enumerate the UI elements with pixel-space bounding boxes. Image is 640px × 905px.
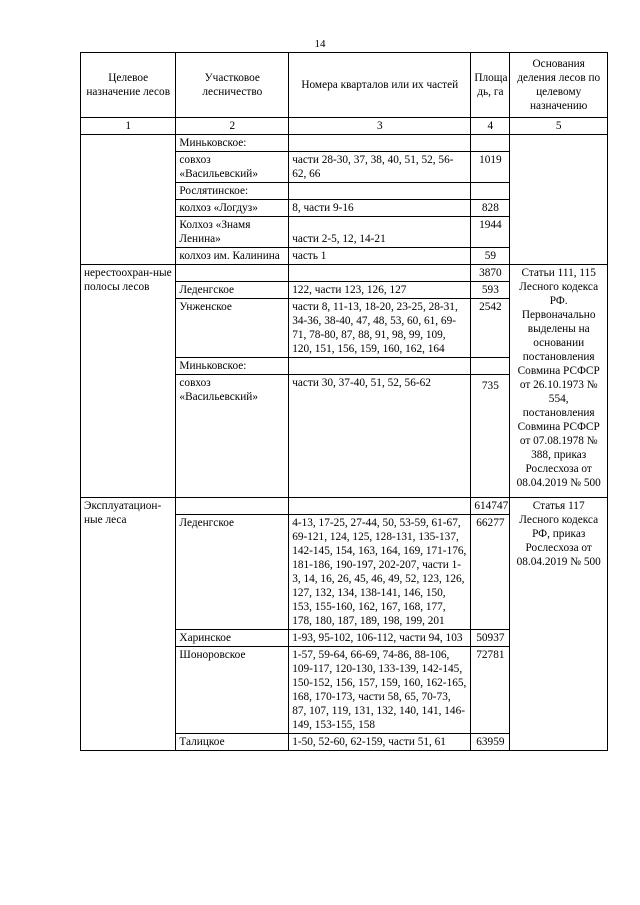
column-number-row bbox=[81, 118, 608, 135]
column-number: 3 bbox=[289, 118, 471, 135]
quarters-cell: 4-13, 17-25, 27-44, 50, 53-59, 61-67, 69-121, 124, 125, 128-131, 135-137, 142-145, 154, 163, 164, 169, 171-176, 181-186, 190-197, 202-207, части 1-3, 14, 16, 26, 45, 46, 49, 52, 123, 126, 127, 132, 134, 138-141, 146, 150, 153, 155-160, 162, 167, 168, 177, 178, 180, 187, 189, 198, 199, 201 bbox=[289, 515, 471, 630]
basis-cell-empty bbox=[510, 135, 608, 265]
quarters-cell: 1-93, 95-102, 106-112, части 94, 103 bbox=[289, 630, 471, 647]
area-cell bbox=[471, 135, 510, 152]
quarters-cell: 1-50, 52-60, 62-159, части 51, 61 bbox=[289, 734, 471, 751]
area-cell: 593 bbox=[471, 282, 510, 299]
area-cell: 66277 bbox=[471, 515, 510, 630]
header-forestry: Участковое лесничество bbox=[176, 53, 289, 118]
forestry-cell: совхоз «Васильевский» bbox=[176, 375, 289, 498]
area-cell: 50937 bbox=[471, 630, 510, 647]
forestry-cell: Миньковское: bbox=[176, 358, 289, 375]
forestry-cell: Колхоз «Знамя Ленина» bbox=[176, 217, 289, 248]
quarters-cell bbox=[289, 183, 471, 200]
forestry-cell: Харинское bbox=[176, 630, 289, 647]
forestry-cell: Рослятинское: bbox=[176, 183, 289, 200]
area-cell: 72781 bbox=[471, 647, 510, 734]
forest-allocation-table bbox=[80, 52, 608, 751]
forestry-cell: Унженское bbox=[176, 299, 289, 358]
area-cell: 3870 bbox=[471, 265, 510, 282]
basis-cell: Статьи 111, 115 Лесного кодекса РФ. Первоначально выделены на основании постановления Совмина РСФСР от 26.10.1973 № 554, постановления Совмина РСФСР от 07.08.1978 № 388, приказ Рослесхоза от 08.04.2019 № 500 bbox=[510, 265, 608, 498]
quarters-cell: части 28-30, 37, 38, 40, 51, 52, 56-62, 66 bbox=[289, 152, 471, 183]
quarters-cell: части 2-5, 12, 14-21 bbox=[289, 217, 471, 248]
forestry-cell: Леденгское bbox=[176, 515, 289, 630]
area-cell: 828 bbox=[471, 200, 510, 217]
table-row bbox=[81, 498, 608, 515]
forestry-cell: колхоз «Логдуз» bbox=[176, 200, 289, 217]
area-cell: 2542 bbox=[471, 299, 510, 358]
quarters-cell bbox=[289, 498, 471, 515]
forestry-cell: колхоз им. Калинина bbox=[176, 248, 289, 265]
column-number: 5 bbox=[510, 118, 608, 135]
purpose-cell-empty bbox=[81, 135, 176, 265]
column-number: 2 bbox=[176, 118, 289, 135]
forestry-cell: совхоз «Васильевский» bbox=[176, 152, 289, 183]
area-cell: 735 bbox=[471, 375, 510, 498]
area-cell bbox=[471, 358, 510, 375]
quarters-cell: 122, части 123, 126, 127 bbox=[289, 282, 471, 299]
forestry-cell bbox=[176, 498, 289, 515]
header-row bbox=[81, 53, 608, 118]
area-cell: 63959 bbox=[471, 734, 510, 751]
area-cell bbox=[471, 183, 510, 200]
header-purpose: Целевое назначение лесов bbox=[81, 53, 176, 118]
table-row bbox=[81, 135, 608, 152]
basis-cell: Статья 117 Лесного кодекса РФ, приказ Рослесхоза от 08.04.2019 № 500 bbox=[510, 498, 608, 751]
quarters-cell: части 30, 37-40, 51, 52, 56-62 bbox=[289, 375, 471, 498]
column-number: 4 bbox=[471, 118, 510, 135]
table-row bbox=[81, 265, 608, 282]
forestry-cell bbox=[176, 265, 289, 282]
quarters-cell bbox=[289, 265, 471, 282]
quarters-cell: часть 1 bbox=[289, 248, 471, 265]
forestry-cell: Миньковское: bbox=[176, 135, 289, 152]
header-quarters: Номера кварталов или их частей bbox=[289, 53, 471, 118]
quarters-cell: 1-57, 59-64, 66-69, 74-86, 88-106, 109-117, 120-130, 133-139, 142-145, 150-152, 156, 157, 159, 160, 162-165, 168, 170-173, части 58, 65, 70-73, 87, 107, 119, 131, 132, 140, 141, 146-149, 153-155, 158 bbox=[289, 647, 471, 734]
area-cell: 614747 bbox=[471, 498, 510, 515]
header-basis: Основания деления лесов по целевому назначению bbox=[510, 53, 608, 118]
area-cell: 59 bbox=[471, 248, 510, 265]
quarters-cell bbox=[289, 135, 471, 152]
page-number: 14 bbox=[314, 38, 326, 50]
header-area: Площа дь, га bbox=[471, 53, 510, 118]
area-cell: 1944 bbox=[471, 217, 510, 248]
quarters-cell: 8, части 9-16 bbox=[289, 200, 471, 217]
column-number: 1 bbox=[81, 118, 176, 135]
purpose-cell: нерестоохран-ные полосы лесов bbox=[81, 265, 176, 498]
purpose-cell: Эксплуатацион-ные леса bbox=[81, 498, 176, 751]
quarters-cell bbox=[289, 358, 471, 375]
forestry-cell: Шоноровское bbox=[176, 647, 289, 734]
forestry-cell: Леденгское bbox=[176, 282, 289, 299]
quarters-cell: части 8, 11-13, 18-20, 23-25, 28-31, 34-36, 38-40, 47, 48, 53, 60, 61, 69-71, 78-80, 87, 88, 91, 98, 99, 109, 120, 151, 156, 159, 160, 162, 164 bbox=[289, 299, 471, 358]
area-cell: 1019 bbox=[471, 152, 510, 183]
forestry-cell: Талицкое bbox=[176, 734, 289, 751]
